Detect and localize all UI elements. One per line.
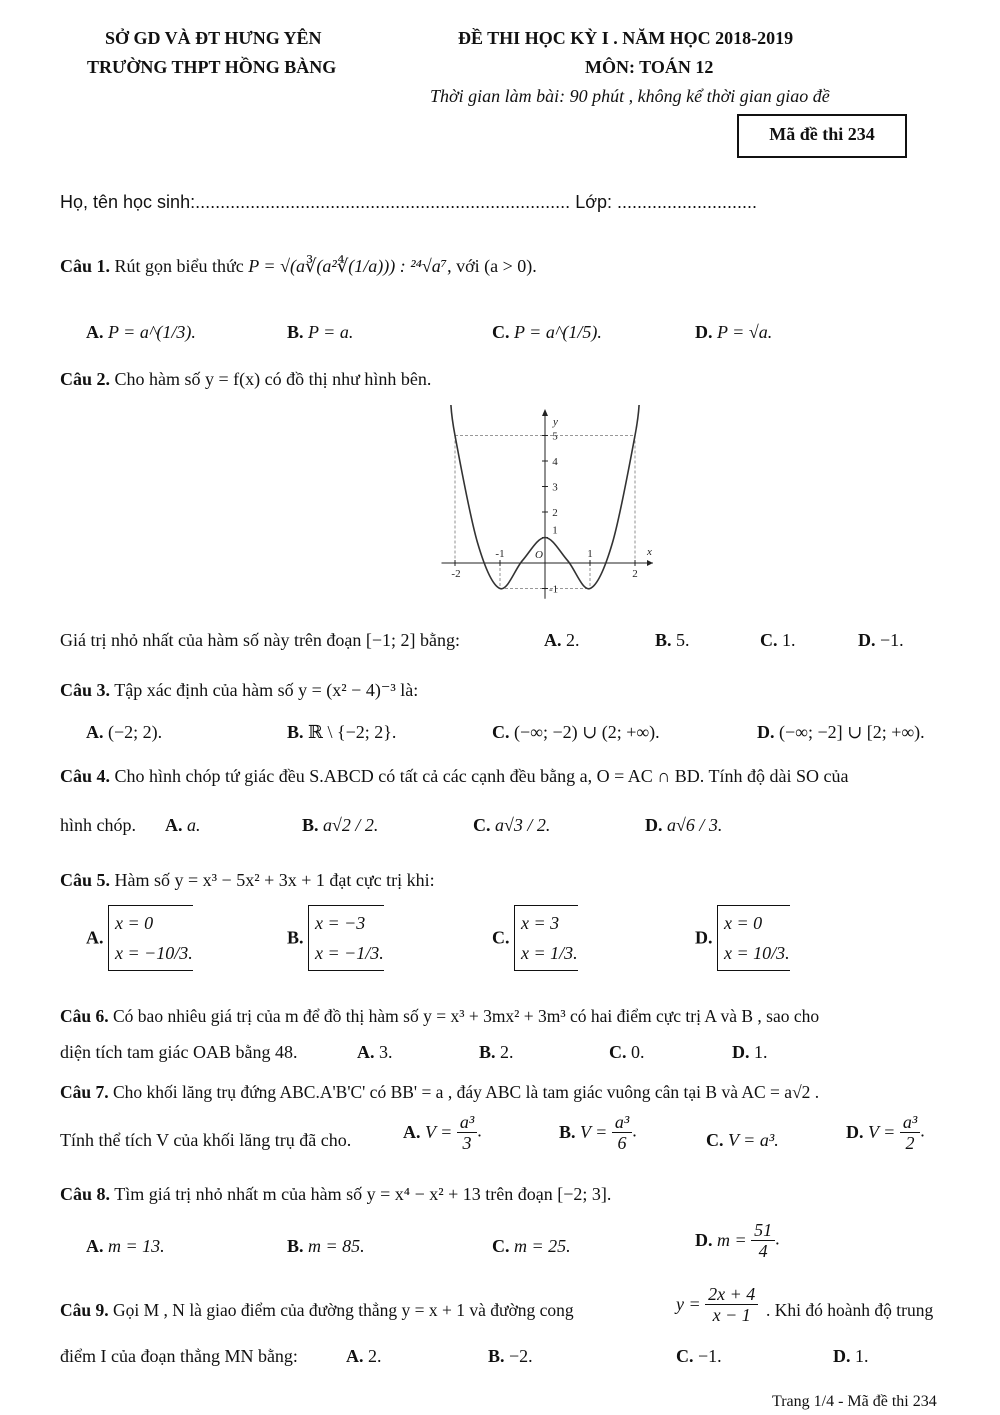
student-info-line <box>60 192 757 213</box>
question-label: Câu 1. <box>60 256 111 276</box>
q9-option-c[interactable]: C. −1. <box>676 1346 722 1366</box>
time-note: Thời gian làm bài: 90 phút , không kể thời gian giao đề <box>430 86 830 106</box>
exam-title: ĐỀ THI HỌC KỲ I . NĂM HỌC 2018-2019 <box>458 28 794 48</box>
question-text: Cho hàm số y = f(x) có đồ thị như hình bên. <box>114 369 432 389</box>
q6-option-c[interactable]: C. 0. <box>609 1042 645 1062</box>
y-tick-label: 5 <box>552 430 558 443</box>
x-tick-label: 1 <box>587 548 593 560</box>
q2-option-d[interactable]: D. −1. <box>858 630 904 650</box>
q1-option-a[interactable]: A. P = a^(1/3). <box>86 322 196 342</box>
origin-label: O <box>535 549 543 561</box>
q4-option-d[interactable]: D. a√6 / 3. <box>645 815 723 835</box>
subject: MÔN: TOÁN 12 <box>585 57 714 77</box>
question-5 <box>60 870 435 891</box>
y-axis-label: y <box>553 416 558 428</box>
function-graph <box>420 405 700 615</box>
q7-option-d[interactable]: D. V = $\frac{\text{a³}}{2}$ . <box>846 1112 925 1153</box>
x-axis-label: x <box>647 546 652 558</box>
y-tick-label: 4 <box>552 456 558 468</box>
q3-option-b[interactable]: B. ℝ \ {−2; 2}. <box>287 722 397 742</box>
question-expression: P = √(a∛(a²∜(1/a))) : ²⁴√a⁷ <box>248 256 448 276</box>
q1-option-b[interactable]: B. P = a. <box>287 322 354 342</box>
q9-curve-expression: y = $\frac{2x + 4}{x - 1}$ <box>676 1284 758 1325</box>
question-7 <box>60 1082 819 1103</box>
question-label: Câu 5. <box>60 870 111 890</box>
question-label: Câu 4. <box>60 766 111 786</box>
x-tick-label: -1 <box>495 548 505 560</box>
q7-text-cont: Tính thể tích V của khối lăng trụ đã cho. <box>60 1130 352 1150</box>
question-label: Câu 6. <box>60 1006 109 1026</box>
question-9 <box>60 1300 574 1321</box>
question-6 <box>60 1006 819 1027</box>
exam-code-box: Mã đề thi 234 <box>737 114 907 158</box>
y-tick-label: 3 <box>552 481 558 494</box>
question-text: Hàm số y = x³ − 5x² + 3x + 1 đạt cực trị khi: <box>114 870 435 890</box>
q9-option-d[interactable]: D. 1. <box>833 1346 869 1366</box>
question-2 <box>60 369 431 390</box>
q3-option-d[interactable]: D. (−∞; −2] ∪ [2; +∞). <box>757 722 925 742</box>
name-label: Họ, tên học sinh: <box>60 192 196 212</box>
question-condition: , với (a > 0). <box>447 256 537 276</box>
question-text: Rút gọn biểu thức <box>114 256 244 276</box>
q7-option-b[interactable]: B. V = $\frac{\text{a³}}{6}$ . <box>559 1112 637 1153</box>
question-1 <box>60 256 537 277</box>
school-name: TRƯỜNG THPT HỒNG BÀNG <box>87 57 337 77</box>
q6-option-a[interactable]: A. 3. <box>357 1042 393 1062</box>
q4-option-a[interactable]: A. a. <box>165 815 201 835</box>
q8-option-b[interactable]: B. m = 85. <box>287 1236 365 1256</box>
question-label: Câu 2. <box>60 369 111 389</box>
q7-option-c[interactable]: C. V = a³. <box>706 1130 779 1150</box>
q2-option-b[interactable]: B. 5. <box>655 630 690 650</box>
name-field-dots[interactable]: ........................................................................... <box>195 192 571 212</box>
q8-option-a[interactable]: A. m = 13. <box>86 1236 165 1256</box>
q6-option-d[interactable]: D. 1. <box>732 1042 768 1062</box>
question-text: Cho khối lăng trụ đứng ABC.A'B'C' có BB' = a , đáy ABC là tam giác vuông cân tại B và AC = a√2 . <box>113 1082 820 1102</box>
y-tick-label: -1 <box>549 583 559 596</box>
question-text: Tìm giá trị nhỏ nhất m của hàm số y = x⁴ − x² + 13 trên đoạn [−2; 3]. <box>114 1184 612 1204</box>
q5-option-b[interactable]: B. x = −3 x = −1/3. <box>287 905 384 971</box>
q1-option-c[interactable]: C. P = a^(1/5). <box>492 322 602 342</box>
q5-option-a[interactable]: A. x = 0 x = −10/3. <box>86 905 193 971</box>
q6-text-cont: diện tích tam giác OAB bằng 48. <box>60 1042 298 1062</box>
q9-text-cont: điểm I của đoạn thẳng MN bằng: <box>60 1346 298 1366</box>
question-text: Gọi M , N là giao điểm của đường thẳng y = x + 1 và đường cong <box>113 1300 574 1320</box>
question-4 <box>60 766 848 787</box>
q4-option-b[interactable]: B. a√2 / 2. <box>302 815 379 835</box>
x-axis-arrow <box>647 560 653 566</box>
q4-option-c[interactable]: C. a√3 / 2. <box>473 815 551 835</box>
q3-option-c[interactable]: C. (−∞; −2) ∪ (2; +∞). <box>492 722 660 742</box>
question-label: Câu 9. <box>60 1300 109 1320</box>
q2-ask: Giá trị nhỏ nhất của hàm số này trên đoạn [−1; 2] bằng: <box>60 630 461 650</box>
q5-option-c[interactable]: C. x = 3 x = 1/3. <box>492 905 578 971</box>
y-axis-arrow <box>542 409 548 416</box>
school-department: SỞ GD VÀ ĐT HƯNG YÊN <box>105 28 322 48</box>
x-tick-label: -2 <box>451 568 461 580</box>
page-footer: Trang 1/4 - Mã đề thi 234 <box>772 1393 937 1410</box>
q9-text-end: . Khi đó hoành độ trung <box>766 1300 934 1320</box>
q8-option-c[interactable]: C. m = 25. <box>492 1236 571 1256</box>
q1-option-d[interactable]: D. P = √a. <box>695 322 773 342</box>
question-text: Cho hình chóp tứ giác đều S.ABCD có tất cả các cạnh đều bằng a, O = AC ∩ BD. Tính độ dài SO của <box>114 766 849 786</box>
q7-option-a[interactable]: A. V = $\frac{\text{a³}}{3}$ . <box>403 1112 482 1153</box>
q9-option-b[interactable]: B. −2. <box>488 1346 533 1366</box>
q4-text-cont: hình chóp. <box>60 815 136 835</box>
y-tick-label: 1 <box>552 524 558 537</box>
x-tick-label: 2 <box>632 568 638 580</box>
q3-option-a[interactable]: A. (−2; 2). <box>86 722 163 742</box>
question-label: Câu 7. <box>60 1082 109 1102</box>
question-3 <box>60 680 418 701</box>
q2-option-a[interactable]: A. 2. <box>544 630 580 650</box>
class-label: Lớp: <box>575 192 613 212</box>
question-label: Câu 3. <box>60 680 111 700</box>
q2-option-c[interactable]: C. 1. <box>760 630 796 650</box>
question-text: Có bao nhiêu giá trị của m để đồ thị hàm số y = x³ + 3mx² + 3m³ có hai điểm cực trị A và B , sao cho <box>113 1006 820 1026</box>
question-label: Câu 8. <box>60 1184 111 1204</box>
q6-option-b[interactable]: B. 2. <box>479 1042 514 1062</box>
q8-option-d[interactable]: D. m = $\frac{51}{4}$ . <box>695 1220 780 1261</box>
question-8 <box>60 1184 611 1205</box>
question-text: Tập xác định của hàm số y = (x² − 4)⁻³ là: <box>114 680 419 700</box>
q5-option-d[interactable]: D. x = 0 x = 10/3. <box>695 905 790 971</box>
y-tick-label: 2 <box>552 507 558 519</box>
q9-option-a[interactable]: A. 2. <box>346 1346 382 1366</box>
class-field-dots[interactable]: ............................ <box>617 192 758 212</box>
